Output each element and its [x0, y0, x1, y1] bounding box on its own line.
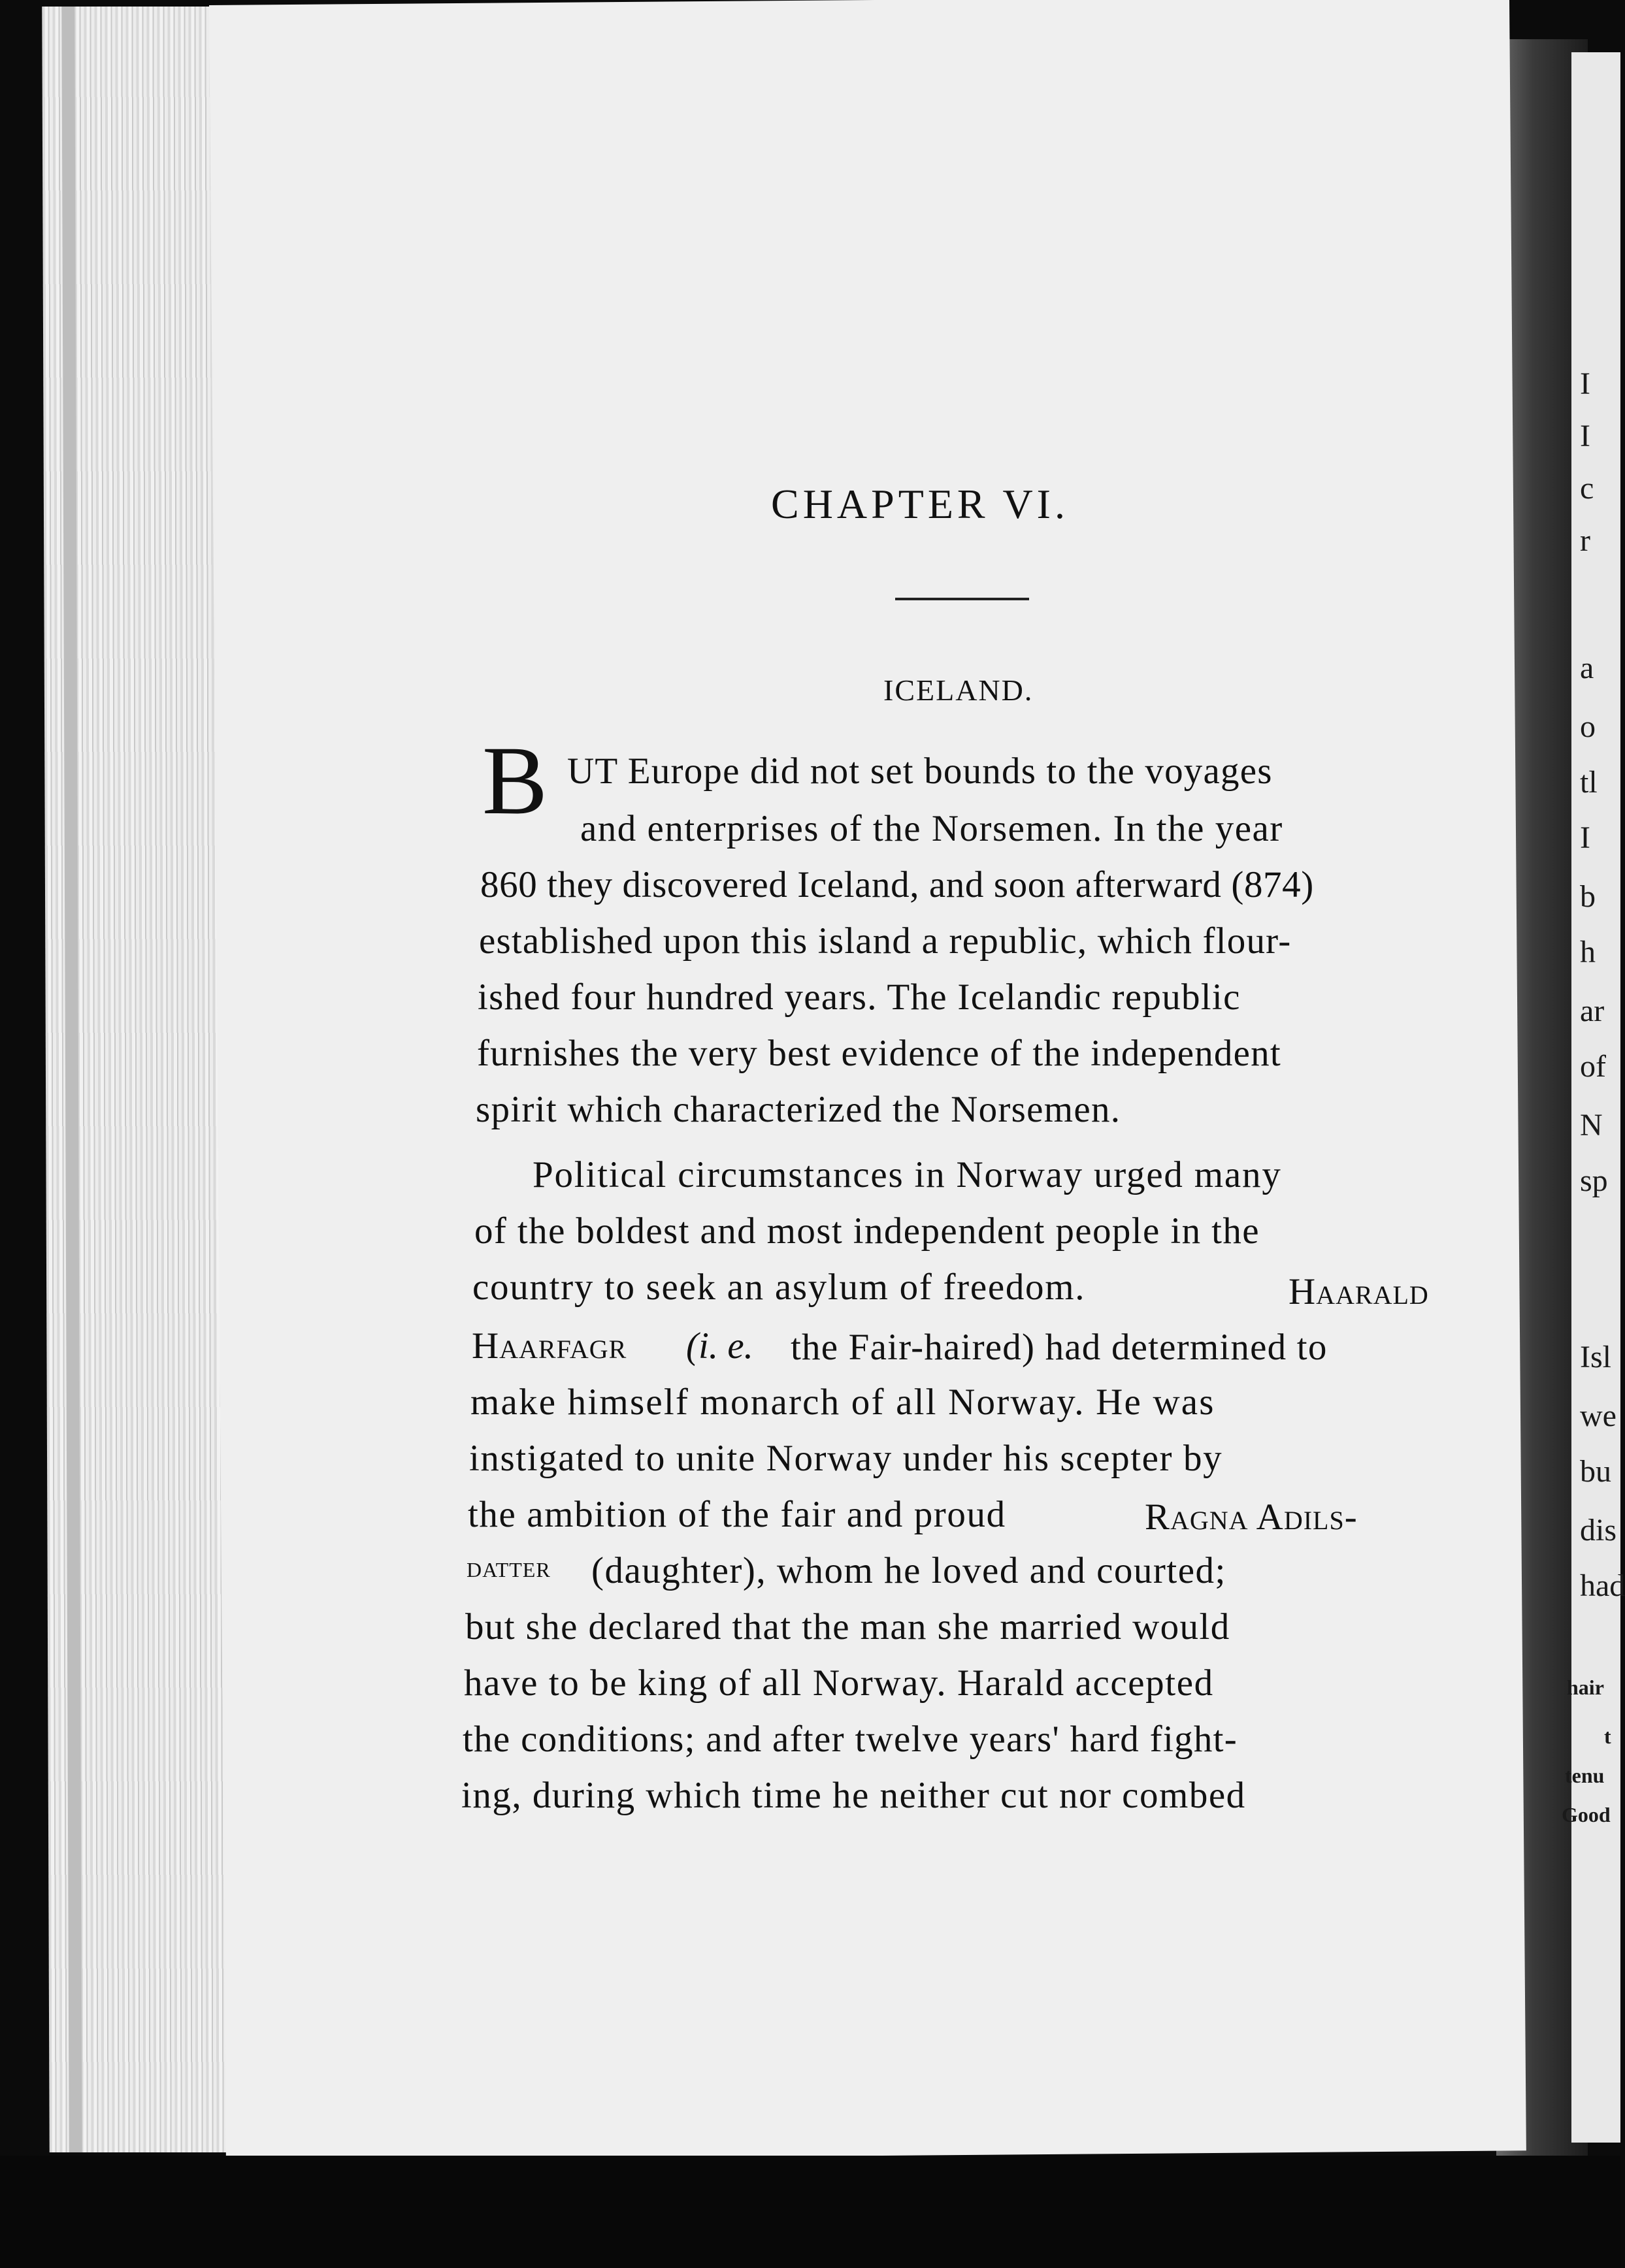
scan-background-bottom: [0, 2156, 1620, 2268]
facing-page: [1571, 52, 1620, 2143]
text-abbrev: (i. e.: [686, 1325, 753, 1367]
text-name-ragna: Ragna Adils-: [1145, 1497, 1358, 1538]
text-line: 860 they discovered Iceland, and soon afterward (874): [480, 864, 1314, 905]
text-line: Political circumstances in Norway urged many: [533, 1154, 1282, 1195]
text-line: established upon this island a republic, which flour-: [479, 920, 1292, 962]
facing-page-text: bu: [1580, 1454, 1611, 1489]
text-line: furnishes the very best evidence of the independent: [477, 1033, 1281, 1074]
heading-rule: [895, 598, 1029, 600]
facing-page-text: ar: [1580, 994, 1605, 1028]
text-line: and enterprises of the Norsemen. In the year: [580, 808, 1283, 849]
facing-page-text: r: [1580, 523, 1590, 558]
text-line: ished four hundred years. The Icelandic republic: [478, 977, 1241, 1018]
text-name-haarfagr: Haarfagr: [472, 1325, 627, 1367]
page-stack-shadow: [61, 7, 82, 2152]
facing-page-text: tenu: [1565, 1764, 1605, 1787]
facing-page-text: hair: [1567, 1676, 1604, 1699]
text-line: ing, during which time he neither cut nor combed: [461, 1775, 1246, 1816]
facing-page-text: sp: [1580, 1163, 1608, 1198]
facing-page-text: h: [1580, 935, 1596, 969]
facing-page-text: of: [1580, 1049, 1606, 1084]
text-name-datter: datter: [467, 1550, 551, 1583]
text-line: make himself monarch of all Norway. He was: [470, 1382, 1215, 1423]
facing-page-text: o: [1580, 709, 1596, 744]
facing-page-text: tl: [1580, 765, 1598, 800]
section-heading: ICELAND.: [883, 673, 1034, 707]
text-line: instigated to unite Norway under his scepter by: [469, 1438, 1223, 1479]
text-line: the Fair-haired) had determined to: [791, 1327, 1328, 1368]
facing-page-text: t: [1604, 1725, 1611, 1748]
facing-page-text: Isl: [1580, 1340, 1611, 1374]
drop-cap: B: [482, 726, 548, 835]
facing-page-text: c: [1580, 471, 1594, 506]
text-line: the ambition of the fair and proud: [468, 1494, 1006, 1535]
text-name-harald: Haarald: [1289, 1271, 1429, 1312]
text-line: but she declared that the man she married would: [465, 1606, 1230, 1647]
text-line: UT Europe did not set bounds to the voyages: [567, 751, 1273, 792]
facing-page-text: b: [1580, 879, 1596, 914]
facing-page-text: I: [1580, 366, 1590, 401]
facing-page-text: we: [1580, 1399, 1617, 1433]
text-line: spirit which characterized the Norsemen.: [476, 1089, 1121, 1130]
facing-page-text: Good: [1562, 1803, 1611, 1826]
facing-page-text: N: [1580, 1108, 1603, 1142]
facing-page-text: had: [1580, 1568, 1625, 1603]
facing-page-text: I: [1580, 419, 1590, 453]
text-line: (daughter), whom he loved and courted;: [591, 1550, 1226, 1591]
text-line: have to be king of all Norway. Harald accepted: [464, 1662, 1214, 1704]
facing-page-text: I: [1580, 820, 1590, 855]
text-line: country to seek an asylum of freedom.: [472, 1267, 1086, 1308]
text-line: of the boldest and most independent people in the: [474, 1210, 1260, 1252]
facing-page-text: a: [1580, 651, 1594, 685]
book-page: [209, 0, 1526, 2161]
facing-page-text: dis: [1580, 1513, 1617, 1547]
text-line: the conditions; and after twelve years' hard fight-: [463, 1719, 1238, 1760]
chapter-heading: CHAPTER VI.: [771, 481, 1069, 527]
